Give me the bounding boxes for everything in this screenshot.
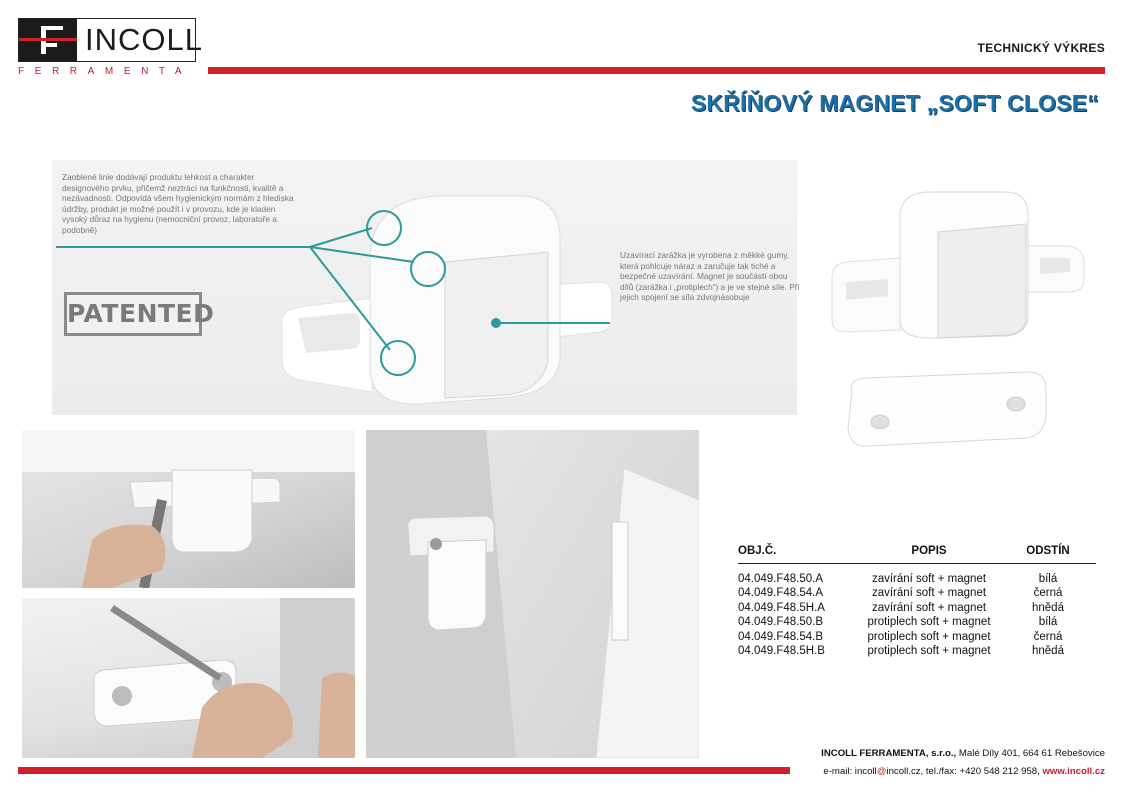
- cell-code: 04.049.F48.54.B: [738, 630, 824, 643]
- footer-company-address: [821, 748, 1105, 759]
- cell-description: zavírání soft + magnet: [871, 573, 987, 585]
- column-header-shade: ODSTÍN: [1000, 545, 1096, 564]
- install-photo-cabinet: [366, 430, 699, 758]
- product-spec-table: [738, 545, 1096, 657]
- cell-shade: hnědá: [1032, 644, 1064, 657]
- footer-email-at: @: [876, 766, 887, 777]
- cell-code: 04.049.F48.50.A: [738, 573, 824, 585]
- table-row: [738, 599, 1096, 613]
- footer-company: INCOLL FERRAMENTA, s.r.o.,: [821, 748, 957, 759]
- patented-badge: PATENTED: [64, 292, 202, 336]
- cell-shade: bílá: [1038, 573, 1058, 585]
- strike-plate-render: [848, 372, 1046, 446]
- website-link[interactable]: www.incoll.cz: [1042, 766, 1105, 777]
- install-photo-catch: [22, 430, 355, 588]
- feature-description-right: Uzavírací zarážka je vyrobena z měkké gumy, která pohlcuje náraz a zaručuje tak tiché a bezpečné uzavírání. Magnet je součástí obou dílů (zarážka i „protiplech“) a je ve stejné síle. Při jejich spojení se síla zdvojnásobuje: [620, 250, 800, 302]
- footer-contact: [823, 766, 1105, 777]
- footer-email-domain: incoll.cz, tel./fax: +420 548 212 958,: [886, 766, 1040, 777]
- cell-code: 04.049.F48.5H.A: [738, 601, 825, 614]
- cell-description: zavírání soft + magnet: [871, 587, 987, 600]
- table-row: [738, 614, 1096, 628]
- callout-dot: [491, 318, 501, 328]
- document-type: TECHNICKÝ VÝKRES: [977, 41, 1105, 55]
- cell-description: zavírání soft + magnet: [871, 601, 987, 614]
- footer-email-label: e-mail: incoll: [823, 766, 877, 777]
- cell-shade: černá: [1033, 587, 1063, 600]
- footer-address: Malé Díly 401, 664 61 Rebešovice: [958, 748, 1105, 759]
- cell-shade: černá: [1033, 630, 1063, 643]
- table-row: [738, 585, 1096, 599]
- magnet-catch-render: [832, 192, 1084, 338]
- cell-description: protiplech soft + magnet: [867, 616, 991, 629]
- cell-description: protiplech soft + magnet: [867, 630, 991, 643]
- magnet-catch-illustration: [282, 196, 612, 404]
- cell-shade: bílá: [1038, 616, 1058, 629]
- column-header-description: POPIS: [858, 545, 1000, 564]
- cell-code: 04.049.F48.50.B: [738, 616, 824, 629]
- feature-description-left: Zaoblené linie dodávají produktu lehkost a charakter designového prvku, přičemž neztrácí na funkčnosti, kvalitě a nezávadnosti. Odpovídá všem hygienickým normám z hlediska údržby, produkt je možné použít i v provozu, kde je kladen vysoký důraz na hygienu (nemocniční provoz, laboratoře a podobně): [62, 172, 294, 235]
- page-title: SKŘÍŇOVÝ MAGNET „SOFT CLOSE“: [690, 90, 1099, 116]
- table-header-row: [738, 545, 1096, 564]
- install-photo-plate: [22, 598, 355, 758]
- cell-shade: hnědá: [1032, 601, 1064, 614]
- cell-description: protiplech soft + magnet: [867, 644, 991, 657]
- table-row: [738, 643, 1096, 657]
- logo-word: INCOLL: [85, 22, 203, 57]
- table-row: [738, 564, 1096, 586]
- table-row: [738, 628, 1096, 642]
- cell-code: 04.049.F48.54.A: [738, 587, 824, 600]
- cell-code: 04.049.F48.5H.B: [738, 644, 825, 657]
- logo-subtitle: FERRAMENTA: [18, 66, 193, 77]
- column-header-code: OBJ.Č.: [738, 545, 858, 564]
- footer-rule: [18, 767, 790, 774]
